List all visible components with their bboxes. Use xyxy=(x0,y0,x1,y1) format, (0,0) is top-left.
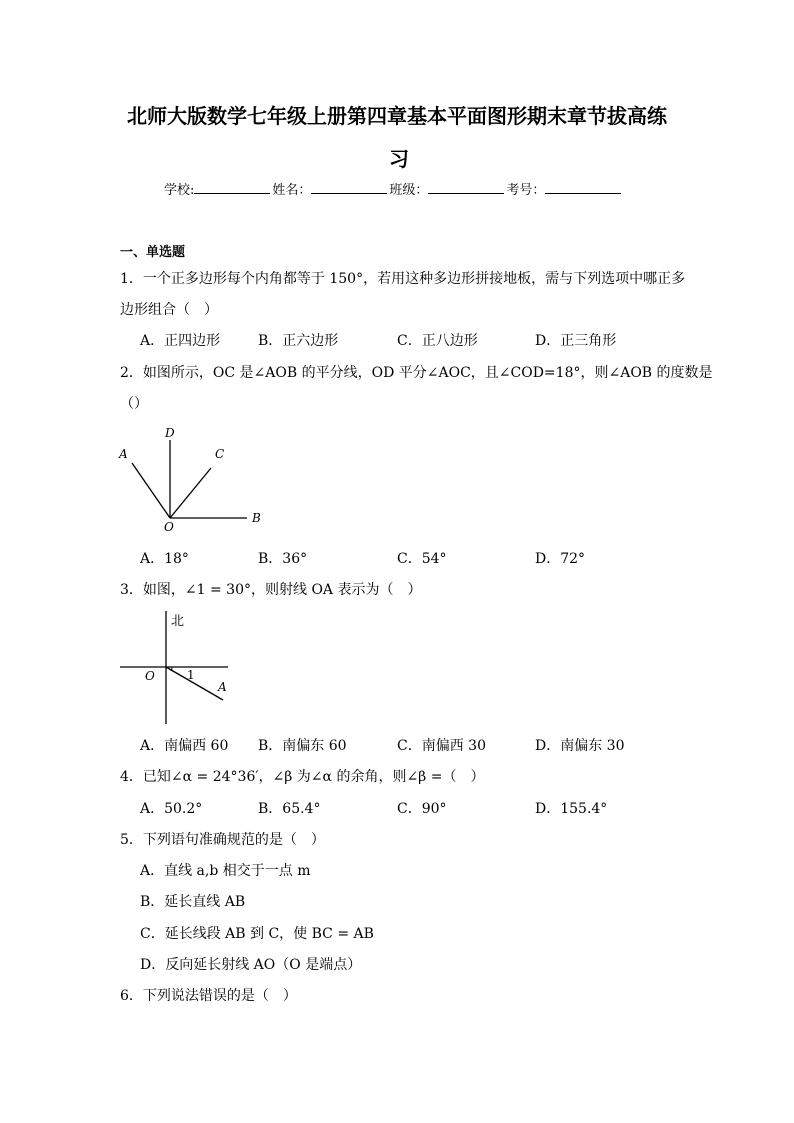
name-blank[interactable] xyxy=(311,181,387,194)
question-4-option-a[interactable]: A．50.2° xyxy=(140,801,203,817)
school-blank[interactable] xyxy=(194,181,270,194)
question-3-option-a[interactable]: A．南偏西 60 xyxy=(140,738,229,754)
question-2-line-1: 2．如图所示，OC 是∠AOB 的平分线，OD 平分∠AOC，且∠COD=18°，则∠AOB 的度数是 xyxy=(120,365,713,381)
school-label: 学校: xyxy=(164,183,195,198)
question-3-line-1: 3．如图，∠1 = 30°，则射线 OA 表示为（ ） xyxy=(120,582,422,598)
question-5-option-a[interactable]: A．直线 a,b 相交于一点 m xyxy=(140,863,311,879)
question-2-option-c[interactable]: C．54° xyxy=(397,551,447,567)
question-1-option-b[interactable]: B．正六边形 xyxy=(258,333,339,349)
question-5-option-d[interactable]: D．反向延长射线 AO（O 是端点） xyxy=(140,957,362,973)
question-4-option-c[interactable]: C．90° xyxy=(397,801,447,817)
question-3-option-d[interactable]: D．南偏东 30 xyxy=(535,738,625,754)
exam-number-label: 考号： xyxy=(506,183,546,198)
question-1-option-d[interactable]: D．正三角形 xyxy=(535,333,617,349)
exam-number-blank[interactable] xyxy=(545,181,621,194)
question-3-option-c[interactable]: C．南偏西 30 xyxy=(397,738,486,754)
label-north: 北 xyxy=(171,614,185,629)
question-1-option-c[interactable]: C．正八边形 xyxy=(397,333,478,349)
name-label: 姓名： xyxy=(272,183,312,198)
question-3-figure xyxy=(115,606,235,731)
question-6-line-1: 6．下列说法错误的是（ ） xyxy=(120,988,297,1004)
label-d: D xyxy=(165,426,175,440)
label-a: A xyxy=(218,680,227,694)
question-3-option-b[interactable]: B．南偏东 60 xyxy=(258,738,347,754)
ray-oa xyxy=(132,463,170,518)
class-label: 班级： xyxy=(389,183,429,198)
question-2-line-2: （） xyxy=(120,396,148,412)
question-2-option-d[interactable]: D．72° xyxy=(535,551,586,567)
question-1-option-a[interactable]: A．正四边形 xyxy=(140,333,221,349)
question-1-line-1: 1．一个正多边形每个内角都等于 150°，若用这种多边形拼接地板，需与下列选项中哪正多 xyxy=(120,271,686,287)
question-2-figure xyxy=(115,420,275,535)
label-c: C xyxy=(215,447,225,461)
question-1-line-2: 边形组合（ ） xyxy=(120,302,218,318)
question-4-option-b[interactable]: B．65.4° xyxy=(258,801,321,817)
question-2-option-a[interactable]: A．18° xyxy=(140,551,189,567)
question-2-option-b[interactable]: B．36° xyxy=(258,551,308,567)
question-5-line-1: 5．下列语句准确规范的是（ ） xyxy=(120,832,325,848)
label-b: B xyxy=(252,511,261,525)
section-title: 一、单选题 xyxy=(120,245,186,260)
label-o: O xyxy=(164,520,174,534)
label-angle-1: 1 xyxy=(187,668,195,682)
page-title: 北师大版数学七年级上册第四章基本平面图形期末章节拔高练 xyxy=(127,104,667,128)
ray-oc xyxy=(170,468,211,518)
question-4-line-1: 4．已知∠α = 24°36′，∠β 为∠α 的余角，则∠β =（ ） xyxy=(120,769,485,785)
page-title-continued: 习 xyxy=(389,147,409,171)
class-blank[interactable] xyxy=(428,181,504,194)
question-5-option-c[interactable]: C．延长线段 AB 到 C，使 BC = AB xyxy=(140,926,374,942)
label-a: A xyxy=(119,447,128,461)
question-4-option-d[interactable]: D．155.4° xyxy=(535,801,608,817)
student-info-line xyxy=(164,181,623,199)
question-5-option-b[interactable]: B．延长直线 AB xyxy=(140,894,246,910)
label-o: O xyxy=(145,669,155,683)
